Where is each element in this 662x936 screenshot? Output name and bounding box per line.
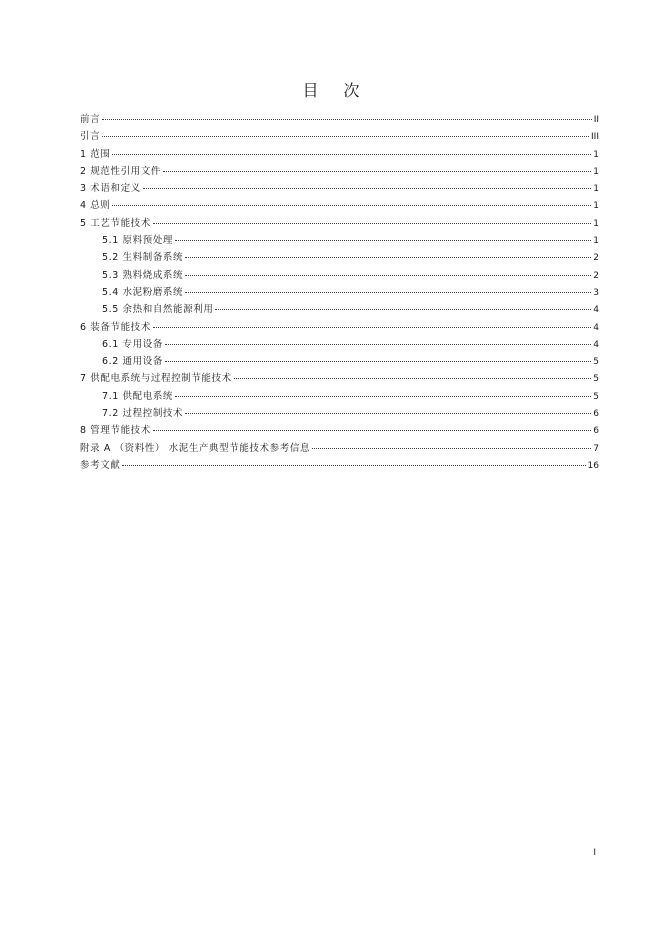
toc-dot-leader (215, 308, 591, 310)
toc-entry-label: 7 供配电系统与过程控制节能技术 (80, 373, 232, 385)
toc-dot-leader (112, 204, 591, 206)
toc-dot-leader (165, 360, 591, 362)
toc-entry-page: 6 (593, 426, 599, 437)
toc-entry[interactable] (80, 388, 599, 405)
page-title: 目 次 (302, 81, 370, 100)
toc-entry[interactable] (80, 457, 599, 474)
toc-dot-leader (122, 464, 585, 466)
toc-dot-leader (102, 118, 591, 120)
toc-entry-label: 8 管理节能技术 (80, 425, 151, 437)
toc-entry-page: 1 (593, 218, 599, 229)
toc-entry-label: 1 范围 (80, 148, 111, 160)
toc-dot-leader (153, 429, 591, 431)
toc-entry-label: 引言 (80, 131, 101, 143)
toc-entry-label: 6 装备节能技术 (80, 321, 151, 333)
toc-entry-page: 2 (593, 253, 599, 264)
toc-entry-label: 7.1 供配电系统 (102, 390, 174, 402)
toc-entry-page: 2 (593, 270, 599, 281)
toc-dot-leader (143, 187, 592, 189)
toc-dot-leader (312, 447, 591, 449)
toc-dot-leader (102, 135, 589, 137)
toc-entry-label: 7.2 过程控制技术 (102, 408, 184, 420)
toc-dot-leader (112, 153, 591, 155)
toc-entry[interactable] (80, 146, 599, 163)
toc-entry[interactable] (80, 440, 599, 457)
toc-entry-label: 参考文献 (80, 459, 121, 471)
toc-entry-page: III (591, 132, 599, 143)
toc-entry-page: 1 (593, 236, 599, 247)
toc-entry[interactable] (80, 336, 599, 353)
toc-entry-page: II (593, 115, 599, 125)
toc-entry-page: 6 (593, 409, 599, 420)
toc-entry-label: 2 规范性引用文件 (80, 165, 161, 177)
toc-entry-page: 4 (593, 339, 599, 350)
toc-entry-label: 5.1 原料预处理 (102, 235, 174, 247)
toc-entry-label: 6.2 通用设备 (102, 356, 163, 368)
toc-entry[interactable] (80, 197, 599, 214)
toc-entry-label: 5.5 余热和自然能源利用 (102, 304, 214, 316)
toc-entry-label: 3 术语和定义 (80, 183, 141, 195)
toc-dot-leader (163, 170, 591, 172)
toc-dot-leader (175, 239, 591, 241)
toc-entry-label: 5.2 生料制备系统 (102, 252, 184, 264)
toc-entry[interactable] (80, 163, 599, 180)
toc-entry[interactable] (80, 111, 599, 128)
toc-dot-leader (185, 256, 591, 258)
toc-entry[interactable] (80, 249, 599, 266)
toc-entry[interactable] (80, 215, 599, 232)
toc-entry-label: 5.3 熟料烧成系统 (102, 269, 184, 281)
toc-entry-page: 1 (593, 149, 599, 160)
toc-dot-leader (185, 274, 591, 276)
toc-dot-leader (165, 343, 591, 345)
toc-entry-label: 附录 A （资料性） 水泥生产典型节能技术参考信息 (80, 442, 311, 454)
toc-entry[interactable] (80, 180, 599, 197)
toc-entry-page: 3 (593, 287, 599, 298)
toc-entry-page: 4 (593, 322, 599, 333)
toc-entry-label: 6.1 专用设备 (102, 338, 163, 350)
toc-dot-leader (175, 395, 591, 397)
toc-entry[interactable] (80, 267, 599, 284)
toc-entry-label: 5.4 水泥粉磨系统 (102, 286, 184, 298)
toc-entry-page: 1 (593, 184, 599, 195)
toc-entry[interactable] (80, 422, 599, 439)
toc-entry-page: 5 (593, 391, 599, 402)
toc-entry[interactable] (80, 370, 599, 387)
page-number: I (593, 848, 596, 858)
toc-entry-page: 7 (593, 443, 599, 454)
toc-entry[interactable] (80, 284, 599, 301)
toc-entry[interactable] (80, 301, 599, 318)
toc-entry-page: 1 (593, 166, 599, 177)
toc-dot-leader (185, 291, 591, 293)
toc-entry[interactable] (80, 128, 599, 145)
toc-entry-label: 前言 (80, 114, 101, 125)
toc-entry-page: 16 (587, 460, 599, 471)
toc-entry-label: 4 总则 (80, 200, 111, 212)
toc-entry-page: 5 (593, 374, 599, 385)
toc-entry-page: 4 (593, 305, 599, 316)
toc-entry[interactable] (80, 232, 599, 249)
toc-entry-page: 1 (593, 201, 599, 212)
toc-dot-leader (153, 326, 591, 328)
toc-dot-leader (234, 377, 592, 379)
toc-entry-page: 5 (593, 357, 599, 368)
toc-entry-label: 5 工艺节能技术 (80, 217, 151, 229)
toc-dot-leader (185, 412, 591, 414)
toc-entry[interactable] (80, 353, 599, 370)
toc-entry[interactable] (80, 405, 599, 422)
table-of-contents (80, 111, 599, 474)
toc-entry[interactable] (80, 319, 599, 336)
toc-dot-leader (153, 222, 591, 224)
